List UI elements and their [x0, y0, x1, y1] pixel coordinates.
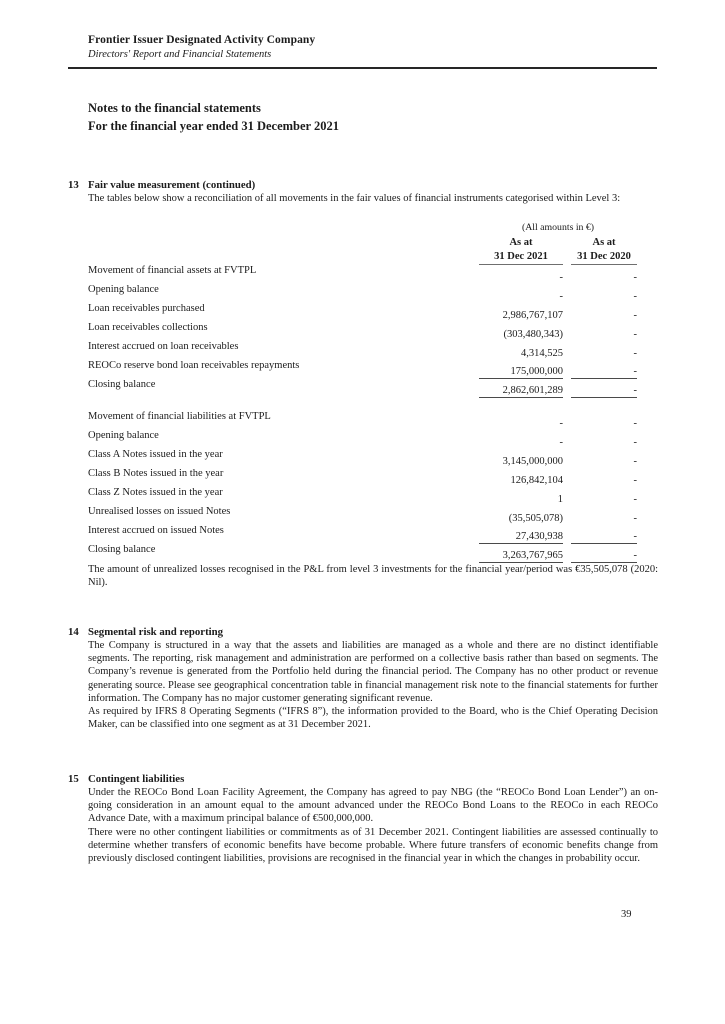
row-value-2020: - [633, 291, 638, 303]
row-label: REOCo reserve bond loan receivables repayments [88, 360, 300, 372]
row-value-2020: - [571, 544, 637, 563]
section-13 [68, 179, 658, 590]
table-row [88, 341, 637, 360]
column-date-row [88, 248, 637, 265]
page-title [88, 100, 339, 135]
amounts-note: (All amounts in €) [521, 222, 595, 234]
row-label: Opening balance [88, 284, 159, 296]
row-value-2021: (303,480,343) [503, 329, 563, 341]
row-label: Unrealised losses on issued Notes [88, 506, 231, 518]
row-label: Class A Notes issued in the year [88, 449, 223, 461]
section-13-intro: The tables below show a reconciliation of all movements in the fair values of financial instruments categorised within Level 3: [88, 193, 621, 204]
table-row [88, 411, 637, 430]
section-13-paragraph: The amount of unrealized losses recognised in the P&L from level 3 investments for the financial year/period was €35,505,078 (2020: Nil). [88, 564, 658, 589]
col-2020-as-at: As at [592, 237, 616, 249]
row-value-2020: - [633, 310, 638, 322]
row-label: Interest accrued on issued Notes [88, 525, 224, 537]
table-row [88, 303, 637, 322]
section-15 [68, 773, 658, 865]
section-15-heading [68, 773, 658, 786]
table-row [88, 322, 637, 341]
table-section-spacer [88, 398, 637, 411]
row-value-2021: 4,314,525 [521, 348, 563, 360]
row-value-2021: 3,263,767,965 [479, 544, 563, 563]
header-rule [68, 67, 657, 69]
row-value-2020: - [633, 437, 638, 449]
table-row [88, 265, 637, 284]
amounts-note-row [88, 218, 637, 234]
row-value-2021: 1 [557, 494, 563, 506]
page-title-line1: Notes to the financial statements [88, 101, 261, 115]
row-value-2021: 2,986,767,107 [502, 310, 563, 322]
table-row [88, 430, 637, 449]
row-value-2021: 175,000,000 [479, 360, 563, 379]
section-14 [68, 626, 658, 731]
row-value-2021: 3,145,000,000 [502, 456, 563, 468]
col-2020-date: 31 Dec 2020 [571, 248, 637, 265]
row-label: Movement of financial assets at FVTPL [88, 265, 257, 277]
table-row [88, 525, 637, 544]
section-14-heading [68, 626, 658, 639]
document-header [88, 33, 315, 62]
row-value-2020: - [633, 272, 638, 284]
section-number: 15 [68, 773, 79, 785]
table-row [88, 449, 637, 468]
company-name: Frontier Issuer Designated Activity Company [88, 34, 316, 46]
section-15-paragraph-1: Under the REOCo Bond Loan Facility Agreement, the Company has agreed to pay NBG (the “REOCo Bond Loan Lender”) an on-going consideration in an amount equal to the amount advanced under the REOCo Bond Loans to the REOCo in each REOCo Advance Date, with a maximum principal balance of €500,000,000. [88, 787, 658, 825]
row-label: Class Z Notes issued in the year [88, 487, 223, 499]
table-row [88, 360, 637, 379]
col-2021-date: 31 Dec 2021 [479, 248, 563, 265]
row-label: Closing balance [88, 544, 156, 556]
section-13-heading [68, 179, 658, 192]
section-title: Segmental risk and reporting [88, 626, 224, 638]
document-subtitle: Directors' Report and Financial Statements [88, 49, 272, 60]
row-value-2020: - [633, 494, 638, 506]
row-value-2020: - [633, 348, 638, 360]
row-label: Movement of financial liabilities at FVTPL [88, 411, 271, 423]
table-row-closing-balance [88, 379, 637, 398]
section-14-paragraph-1: The Company is structured in a way that the assets and liabilities are managed as a whole and there are no distinct identifiable segments. The reporting, risk management and administration are performed on a collective basis rather than based on segments. The Company’s revenue is generated from the Portfolio held during the financial period. The Company has no other product or revenue generating source. Please see geographical concentration table in financial management risk note to the financial statements for further information. The Company has no major customer generating significant revenue. [88, 640, 658, 704]
row-label: Loan receivables purchased [88, 303, 205, 315]
section-14-paragraph-2: As required by IFRS 8 Operating Segments (“IFRS 8”), the information provided to the Board, who is the Chief Operating Decision Maker, can be classified into one segment as at 31 December 2021. [88, 706, 658, 731]
row-value-2021: - [559, 272, 563, 284]
fair-value-table [88, 218, 637, 563]
row-value-2021: - [559, 291, 563, 303]
row-value-2021: - [559, 418, 563, 430]
table-row [88, 487, 637, 506]
section-15-paragraph-2: There were no other contingent liabilities or commitments as of 31 December 2021. Contingent liabilities are assessed continually to determine whether transfers of economic benefits have become probable. Where future transfers of economic benefits change from previously disclosed contingent liabilities, provisions are recognised in the financial year in which the changes in probability occur. [88, 826, 658, 865]
section-number: 14 [68, 626, 79, 638]
section-title: Contingent liabilities [88, 773, 185, 785]
row-value-2021: (35,505,078) [508, 513, 563, 525]
row-value-2020: - [633, 329, 638, 341]
row-value-2021: 27,430,938 [479, 525, 563, 544]
page-number: 39 [621, 909, 632, 920]
row-label: Class B Notes issued in the year [88, 468, 224, 480]
row-value-2021: 126,842,104 [510, 475, 563, 487]
row-value-2020: - [633, 418, 638, 430]
row-value-2020: - [571, 379, 637, 398]
as-at-row [88, 234, 637, 248]
row-label: Opening balance [88, 430, 159, 442]
row-label: Closing balance [88, 379, 156, 391]
row-value-2020: - [633, 456, 638, 468]
row-value-2020: - [571, 360, 637, 379]
table-row [88, 284, 637, 303]
row-value-2021: - [559, 437, 563, 449]
page-title-line2: For the financial year ended 31 December 2021 [88, 118, 340, 133]
section-title: Fair value measurement (continued) [88, 179, 256, 191]
row-value-2020: - [571, 525, 637, 544]
row-value-2021: 2,862,601,289 [479, 379, 563, 398]
row-value-2020: - [633, 475, 638, 487]
col-2021-as-at: As at [509, 237, 533, 249]
table-row [88, 468, 637, 487]
section-number: 13 [68, 179, 79, 191]
table-row [88, 506, 637, 525]
row-label: Interest accrued on loan receivables [88, 341, 239, 353]
table-row-closing-balance [88, 544, 637, 563]
row-label: Loan receivables collections [88, 322, 208, 334]
row-value-2020: - [633, 513, 638, 525]
